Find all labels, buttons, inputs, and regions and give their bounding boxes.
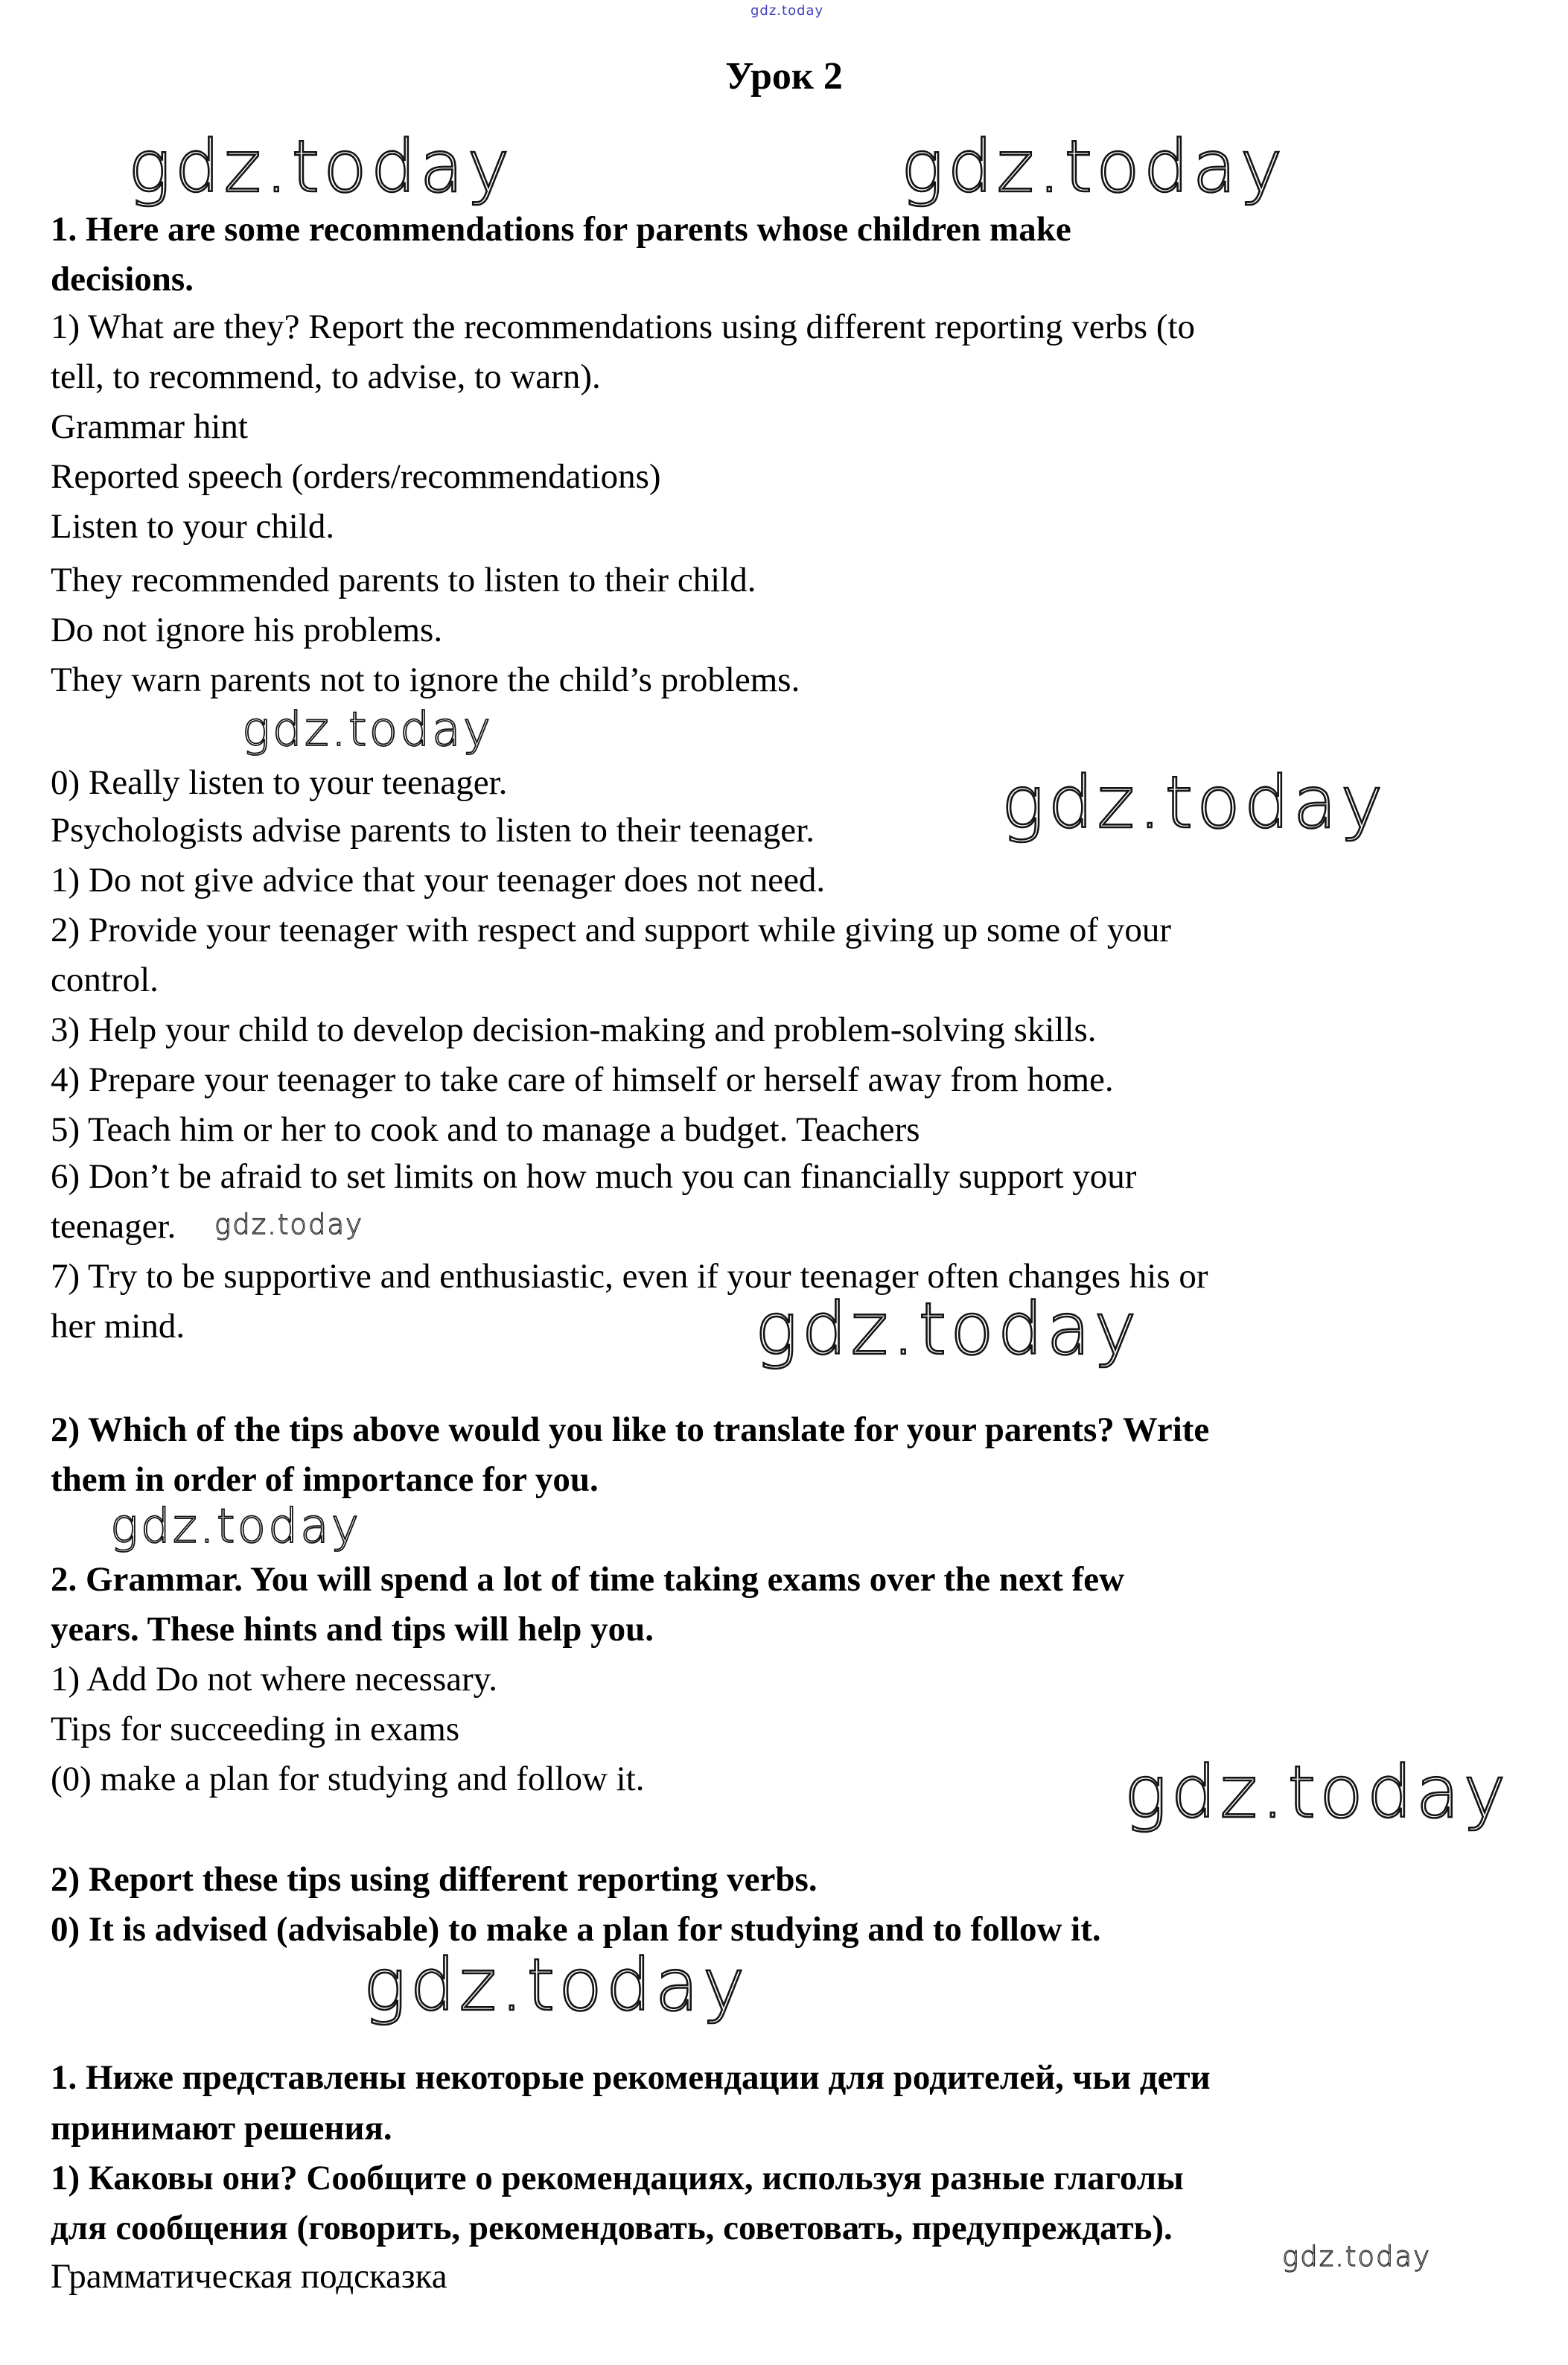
- text-line: Grammar hint: [51, 407, 248, 446]
- watermark-large-right: gdz.today: [901, 125, 1287, 209]
- text-line: 1. Ниже представлены некоторые рекомендации для родителей, чьи дети: [51, 2058, 1211, 2097]
- text-line: 0) Really listen to your teenager.: [51, 763, 508, 802]
- watermark-large-right-2: gdz.today: [1001, 761, 1387, 844]
- watermark-small-bottom: gdz.today: [1282, 2241, 1432, 2273]
- watermark-top-blue: gdz.today: [750, 3, 824, 19]
- watermark-small-inline: gdz.today: [214, 1209, 364, 1241]
- text-line: tell, to recommend, to advise, to warn).: [51, 357, 601, 396]
- text-line: принимают решения.: [51, 2109, 392, 2148]
- text-line: years. These hints and tips will help you.: [51, 1610, 654, 1649]
- watermark-large-right-3: gdz.today: [1124, 1751, 1510, 1834]
- text-line: 0) It is advised (advisable) to make a plan for studying and to follow it.: [51, 1910, 1101, 1949]
- text-line: 1) Каковы они? Сообщите о рекомендациях, используя разные глаголы: [51, 2159, 1184, 2197]
- text-line: 1. Here are some recommendations for parents whose children make: [51, 210, 1071, 249]
- text-line: 4) Prepare your teenager to take care of himself or herself away from home.: [51, 1060, 1114, 1099]
- text-line: 2) Which of the tips above would you like to translate for your parents? Write: [51, 1410, 1210, 1449]
- text-line: her mind.: [51, 1307, 185, 1346]
- text-line: Reported speech (orders/recommendations): [51, 457, 661, 496]
- watermark-large-center-2: gdz.today: [363, 1944, 749, 2027]
- text-line: Грамматическая подсказка: [51, 2257, 447, 2296]
- text-line: 3) Help your child to develop decision-making and problem-solving skills.: [51, 1010, 1097, 1049]
- text-line: 7) Try to be supportive and enthusiastic, even if your teenager often changes his or: [51, 1257, 1208, 1296]
- text-line: 1) What are they? Report the recommendations using different reporting verbs (to: [51, 308, 1196, 346]
- text-line: teenager.: [51, 1207, 176, 1246]
- text-line: Listen to your child.: [51, 507, 335, 546]
- text-line: 2) Report these tips using different reporting verbs.: [51, 1860, 818, 1899]
- watermark-large-center: gdz.today: [755, 1287, 1141, 1371]
- watermark-medium-1: gdz.today: [242, 702, 494, 757]
- text-line: 1) Do not give advice that your teenager does not need.: [51, 861, 826, 900]
- text-line: They warn parents not to ignore the child’s problems.: [51, 661, 800, 699]
- text-line: They recommended parents to listen to their child.: [51, 561, 756, 599]
- text-line: 2) Provide your teenager with respect and support while giving up some of your: [51, 911, 1171, 949]
- text-line: для сообщения (говорить, рекомендовать, советовать, предупреждать).: [51, 2209, 1173, 2247]
- text-line: decisions.: [51, 260, 194, 299]
- text-line: them in order of importance for you.: [51, 1460, 599, 1499]
- page-title: Урок 2: [725, 55, 843, 98]
- text-line: (0) make a plan for studying and follow it.: [51, 1760, 645, 1798]
- text-line: 6) Don’t be afraid to set limits on how much you can financially support your: [51, 1157, 1137, 1196]
- text-line: Tips for succeeding in exams: [51, 1710, 460, 1748]
- text-line: Psychologists advise parents to listen to their teenager.: [51, 811, 815, 850]
- text-line: 5) Teach him or her to cook and to manage a budget. Teachers: [51, 1110, 920, 1149]
- watermark-medium-2: gdz.today: [110, 1499, 362, 1553]
- watermark-large-left: gdz.today: [128, 125, 514, 209]
- text-line: 2. Grammar. You will spend a lot of time taking exams over the next few: [51, 1560, 1125, 1599]
- text-line: 1) Add Do not where necessary.: [51, 1660, 497, 1699]
- text-line: control.: [51, 961, 159, 999]
- text-line: Do not ignore his problems.: [51, 611, 443, 649]
